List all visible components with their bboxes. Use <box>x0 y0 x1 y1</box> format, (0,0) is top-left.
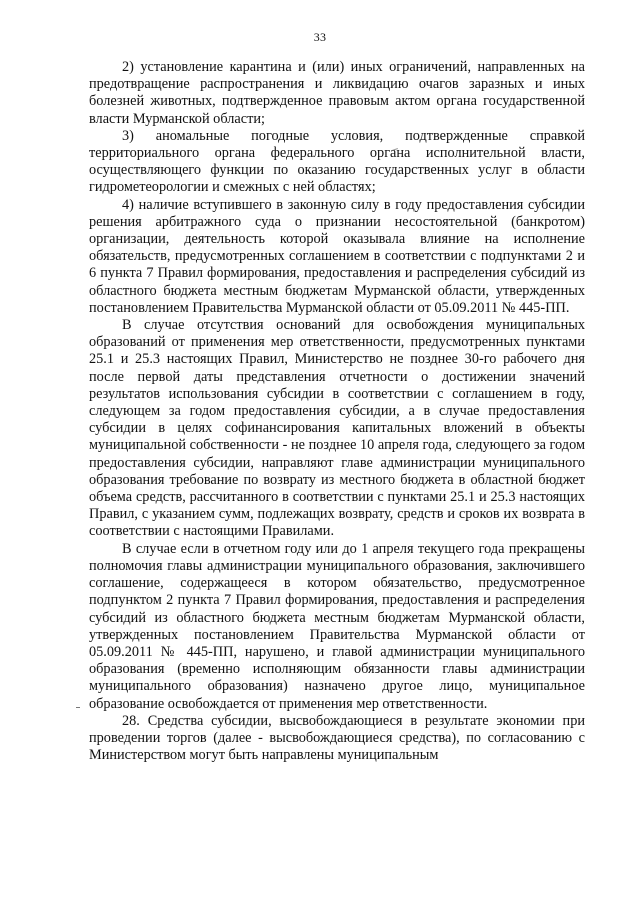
paragraph-item-4-bankruptcy: 4) наличие вступившего в законную силу в году предоставления субсидии решения арбитражного суда о признании несостоятельной (банкротом) организации, деятельность которой оказывала влияние на исполнение обязательств, предусмотренных соглашением в соответствии с подпунктами 2 и 6 пункта 7 Правил формирования, предоставления и распределения субсидий из областного бюджета местным бюджетам Мурманской области, утвержденных постановлением Правительства Мурманской области от 05.09.2011 № 445-ПП. <box>89 196 585 316</box>
margin-mark <box>76 707 80 708</box>
paragraph-head-powers-terminated: В случае если в отчетном году или до 1 апреля текущего года прекращены полномочия главы администрации муниципального образования, заключившего соглашение, содержащееся в котором обязательство, предусмотренное подпунктом 2 пункта 7 Правил формирования, предоставления и распределения субсидий из областного бюджета местным бюджетам Мурманской области, утвержденных постановлением Правительства Мурманской области от 05.09.2011 № 445-ПП, нарушено, и главой администрации муниципального образования (временно исполняющим обязанности главы администрации муниципального образования) назначено другое лицо, муниципальное образование освобождается от применения мер ответственности. <box>89 540 585 712</box>
paragraph-item-2-quarantine: 2) установление карантина и (или) иных ограничений, направленных на предотвращение распространения и ликвидацию очагов заразных и иных болезней животных, подтвержденное правовым актом органа государственной власти Мурманской области; <box>89 59 585 127</box>
paragraph-28-savings: 28. Средства субсидии, высвобождающиеся в результате экономии при проведении торгов (далее - высвобождающиеся средства), по согласованию с Министерством могут быть направлены муниципальным <box>89 712 585 764</box>
page-number: 33 <box>313 30 327 44</box>
document-body <box>89 59 585 764</box>
paragraph-item-3-weather: 3) аномальные погодные условия, подтвержденные справкой территориального органа федерального органа исполнительной власти, осуществляющего функции по оказанию государственных услуг в области гидрометеорологии и смежных с ней областях; <box>89 127 585 196</box>
paragraph-no-grounds-return: В случае отсутствия оснований для освобождения муниципальных образований от применения мер ответственности, предусмотренных пунктами 25.1 и 25.3 настоящих Правил, Министерство не позднее 30-го рабочего дня после первой даты представления отчетности о достижении значений результатов использования субсидии в соответствии с соглашением в году, следующем за годом предоставления субсидии, а в случае предоставления субсидии в целях софинансирования капитальных вложений в объекты муниципальной собственности - не позднее 10 апреля года, следующего за годом предоставления субсидии, направляют главе администрации муниципального образования требование по возврату из местного бюджета в областной бюджет объема средств, рассчитанного в соответствии с пунктами 25.1 и 25.3 настоящих Правил, с указанием сумм, подлежащих возврату, средств и сроков их возврата в соответствии с настоящими Правилами. <box>89 317 585 540</box>
